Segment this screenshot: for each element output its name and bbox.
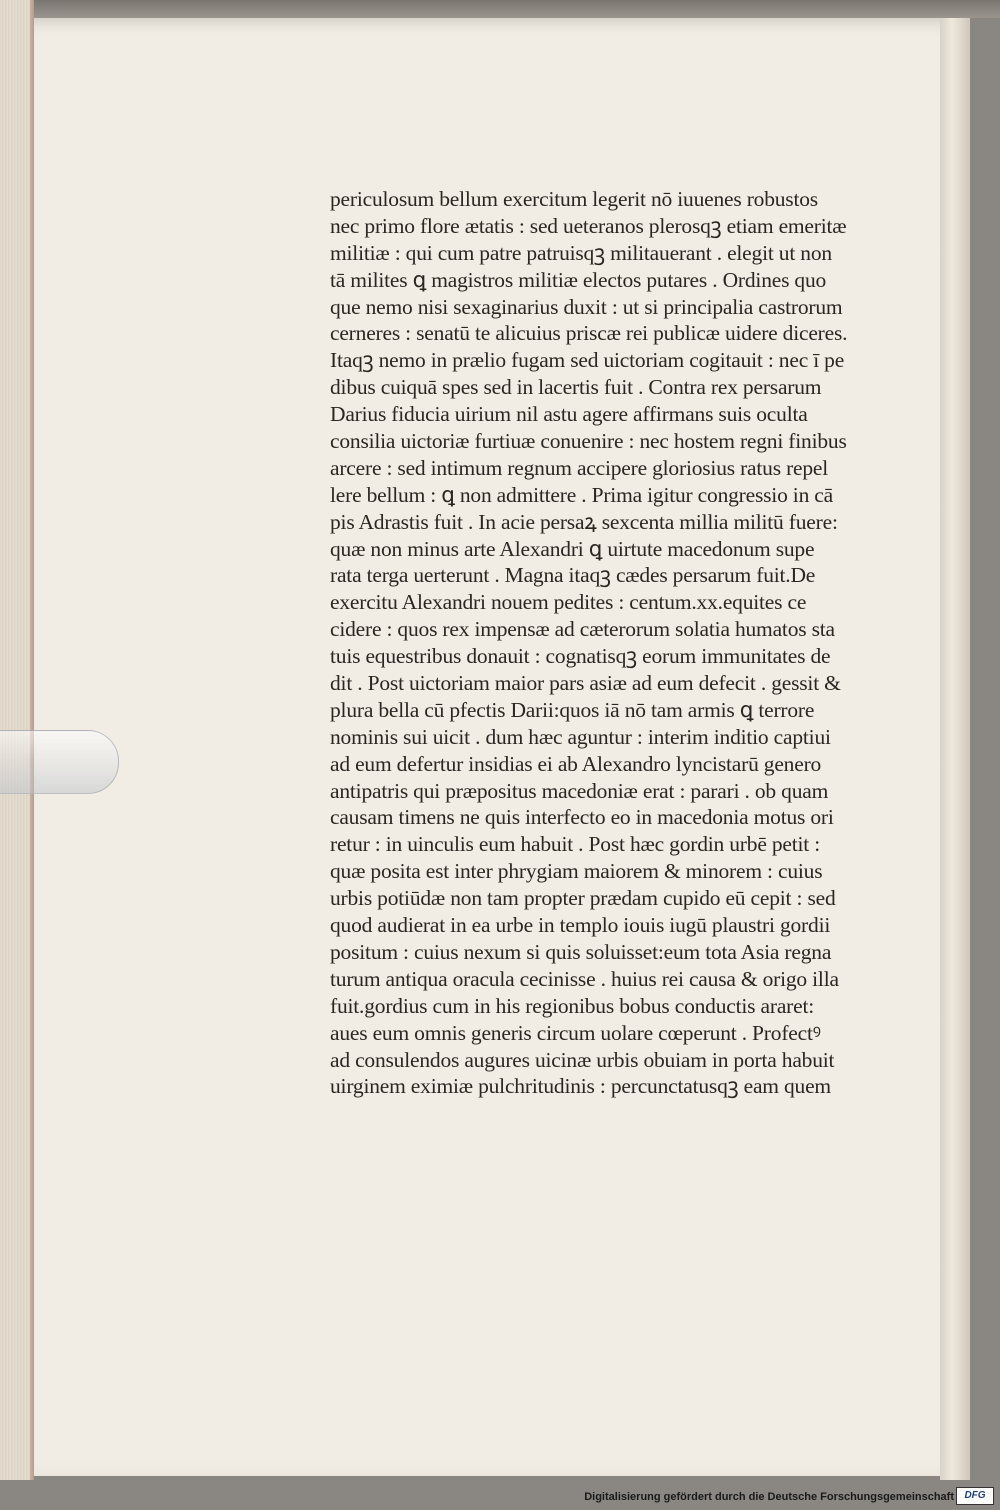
text-line: consilia uictoriæ furtiuæ conuenire : nec hostem regni finibus (330, 429, 847, 454)
dfg-logo: DFG (956, 1487, 994, 1505)
text-line: periculosum bellum exercitum legerit nō iuuenes robustos (330, 187, 818, 211)
text-line: fuit.gordius cum in his regionibus bobus conductis araret: (330, 993, 815, 1018)
text-line: uirginem eximiæ pulchritudinis : percunctatusqꝫ eam quem (330, 1074, 831, 1099)
incunable-text-block (330, 186, 910, 1100)
text-line: plura bella cū pfectis Darii:quos iā nō tam armis ꝗ terrore (330, 697, 815, 722)
text-line: militiæ : qui cum patre patruisqꝫ militauerant . elegit ut non (330, 240, 832, 265)
text-line: aues eum omnis generis circum uolare cœperunt . Profectꝰ (330, 1020, 821, 1045)
text-line: tā milites ꝗ magistros militiæ electos putares . Ordines quo (330, 267, 827, 292)
text-line: nec primo flore ætatis : sed ueteranos plerosqꝫ etiam emeritæ (330, 213, 847, 238)
text-line: nominis sui uicit . dum hæc aguntur : interim inditio captiui (330, 724, 831, 749)
text-line: cidere : quos rex impensæ ad cæterorum solatia humatos sta (330, 617, 835, 642)
text-line: positum : cuius nexum si quis soluisset:eum tota Asia regna (330, 939, 832, 964)
text-line: tuis equestribus donauit : cognatisqꝫ eorum immunitates de (330, 644, 831, 669)
text-line: pis Adrastis fuit . In acie persaꝝ sexcenta millia militū fuere: (330, 509, 838, 534)
text-line: cerneres : senatū te alicuius priscæ rei publicæ uidere diceres. (330, 321, 848, 346)
text-line: ad consulendos augures uicinæ urbis obuiam in porta habuit (330, 1047, 835, 1072)
text-line: dibus cuiquā spes sed in lacertis fuit . Contra rex persarum (330, 375, 822, 400)
scan-top-band (0, 0, 1000, 18)
text-line: exercitu Alexandri nouem pedites : centum.xx.equites ce (330, 590, 807, 615)
text-line: lere bellum : ꝗ non admittere . Prima igitur congressio in cā (330, 482, 833, 507)
text-line: quæ non minus arte Alexandri ꝗ uirtute macedonum supe (330, 536, 815, 561)
text-line: Itaqꝫ nemo in prælio fugam sed uictoriam cogitauit : nec ī pe (330, 348, 845, 373)
text-line: que nemo nisi sexaginarius duxit : ut si principalia castrorum (330, 294, 843, 319)
funding-credit: Digitalisierung gefördert durch die Deutsche Forschungsgemeinschaft (584, 1491, 954, 1503)
text-line: causam timens ne quis interfecto eo in macedonia motus ori (330, 805, 834, 830)
text-line: dit . Post uictoriam maior pars asiæ ad eum defecit . gessit & (330, 671, 841, 696)
text-line: quæ posita est inter phrygiam maiorem & minorem : cuius (330, 859, 823, 884)
text-line: urbis potiūdæ non tam propter prædam cupido eū cepit : sed (330, 886, 836, 911)
text-line: rata terga uerterunt . Magna itaqꝫ cædes persarum fuit.De (330, 563, 816, 588)
text-line: arcere : sed intimum regnum accipere gloriosius ratus repel (330, 455, 829, 480)
text-line: antipatris qui præpositus macedoniæ erat : parari . ob quam (330, 778, 829, 803)
page-holder-clip (0, 730, 119, 794)
text-line: retur : in uinculis eum habuit . Post hæc gordin urbē petit : (330, 832, 820, 857)
text-line: turum antiqua oracula cecinisse . huius rei causa & origo illa (330, 966, 839, 991)
page-fore-edge (940, 18, 970, 1498)
scan-footer (0, 1480, 1000, 1510)
text-line: quod audierat in ea urbe in templo iouis iugū plaustri gordii (330, 913, 831, 938)
text-line: ad eum defertur insidias ei ab Alexandro lyncistarū genero (330, 751, 822, 776)
text-line: Darius fiducia uirium nil astu agere affirmans suis oculta (330, 402, 808, 427)
